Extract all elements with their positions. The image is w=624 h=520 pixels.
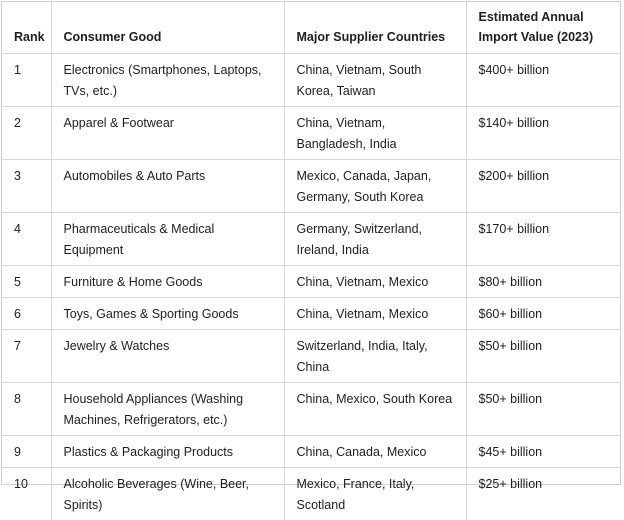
good-cell-detail: (Washing Machines, Refrigerators, etc.) — [64, 392, 244, 427]
suppliers-cell: China, Vietnam, Mexico — [284, 298, 466, 330]
good-cell: Automobiles & Auto Parts — [51, 160, 284, 213]
value-cell: $25+ billion — [466, 468, 620, 520]
rank-cell: 8 — [2, 383, 51, 436]
header-import-value: Estimated Annual Import Value (2023) — [466, 2, 620, 54]
good-cell: Apparel & Footwear — [51, 107, 284, 160]
value-cell: $200+ billion — [466, 160, 620, 213]
suppliers-cell: Mexico, France, Italy, Scotland — [284, 468, 466, 520]
header-consumer-good: Consumer Good — [51, 2, 284, 54]
rank-cell: 2 — [2, 107, 51, 160]
value-cell: $140+ billion — [466, 107, 620, 160]
value-cell: $400+ billion — [466, 54, 620, 107]
table-row — [2, 107, 620, 160]
header-rank: Rank — [2, 2, 51, 54]
suppliers-cell: Mexico, Canada, Japan, Germany, South Korea — [284, 160, 466, 213]
good-cell — [51, 383, 284, 436]
rank-cell: 10 — [2, 468, 51, 520]
table-row — [2, 160, 620, 213]
table-row — [2, 436, 620, 468]
table-row — [2, 298, 620, 330]
value-cell: $170+ billion — [466, 213, 620, 266]
good-cell: Plastics & Packaging Products — [51, 436, 284, 468]
good-cell: Pharmaceuticals & Medical Equipment — [51, 213, 284, 266]
value-cell: $60+ billion — [466, 298, 620, 330]
value-cell: $80+ billion — [466, 266, 620, 298]
value-cell: $45+ billion — [466, 436, 620, 468]
good-cell: Furniture & Home Goods — [51, 266, 284, 298]
table-row — [2, 468, 620, 520]
import-table — [2, 2, 620, 520]
good-cell: Electronics (Smartphones, Laptops, TVs, etc.) — [51, 54, 284, 107]
suppliers-cell: China, Mexico, South Korea — [284, 383, 466, 436]
table-row — [2, 330, 620, 383]
rank-cell: 6 — [2, 298, 51, 330]
suppliers-cell: China, Canada, Mexico — [284, 436, 466, 468]
good-cell: Toys, Games & Sporting Goods — [51, 298, 284, 330]
import-table-container — [1, 1, 621, 485]
suppliers-cell: Switzerland, India, Italy, China — [284, 330, 466, 383]
suppliers-cell: China, Vietnam, Mexico — [284, 266, 466, 298]
suppliers-cell: Germany, Switzerland, Ireland, India — [284, 213, 466, 266]
value-cell: $50+ billion — [466, 330, 620, 383]
table-row — [2, 54, 620, 107]
header-row — [2, 2, 620, 54]
header-supplier-countries: Major Supplier Countries — [284, 2, 466, 54]
rank-cell: 3 — [2, 160, 51, 213]
good-cell-name: Household Appliances — [64, 392, 188, 406]
table-row — [2, 383, 620, 436]
rank-cell: 7 — [2, 330, 51, 383]
table-row — [2, 213, 620, 266]
rank-cell: 5 — [2, 266, 51, 298]
suppliers-cell: China, Vietnam, Bangladesh, India — [284, 107, 466, 160]
table-row — [2, 266, 620, 298]
rank-cell: 9 — [2, 436, 51, 468]
good-cell: Jewelry & Watches — [51, 330, 284, 383]
value-cell: $50+ billion — [466, 383, 620, 436]
rank-cell: 1 — [2, 54, 51, 107]
suppliers-cell: China, Vietnam, South Korea, Taiwan — [284, 54, 466, 107]
good-cell: Alcoholic Beverages (Wine, Beer, Spirits) — [51, 468, 284, 520]
rank-cell: 4 — [2, 213, 51, 266]
